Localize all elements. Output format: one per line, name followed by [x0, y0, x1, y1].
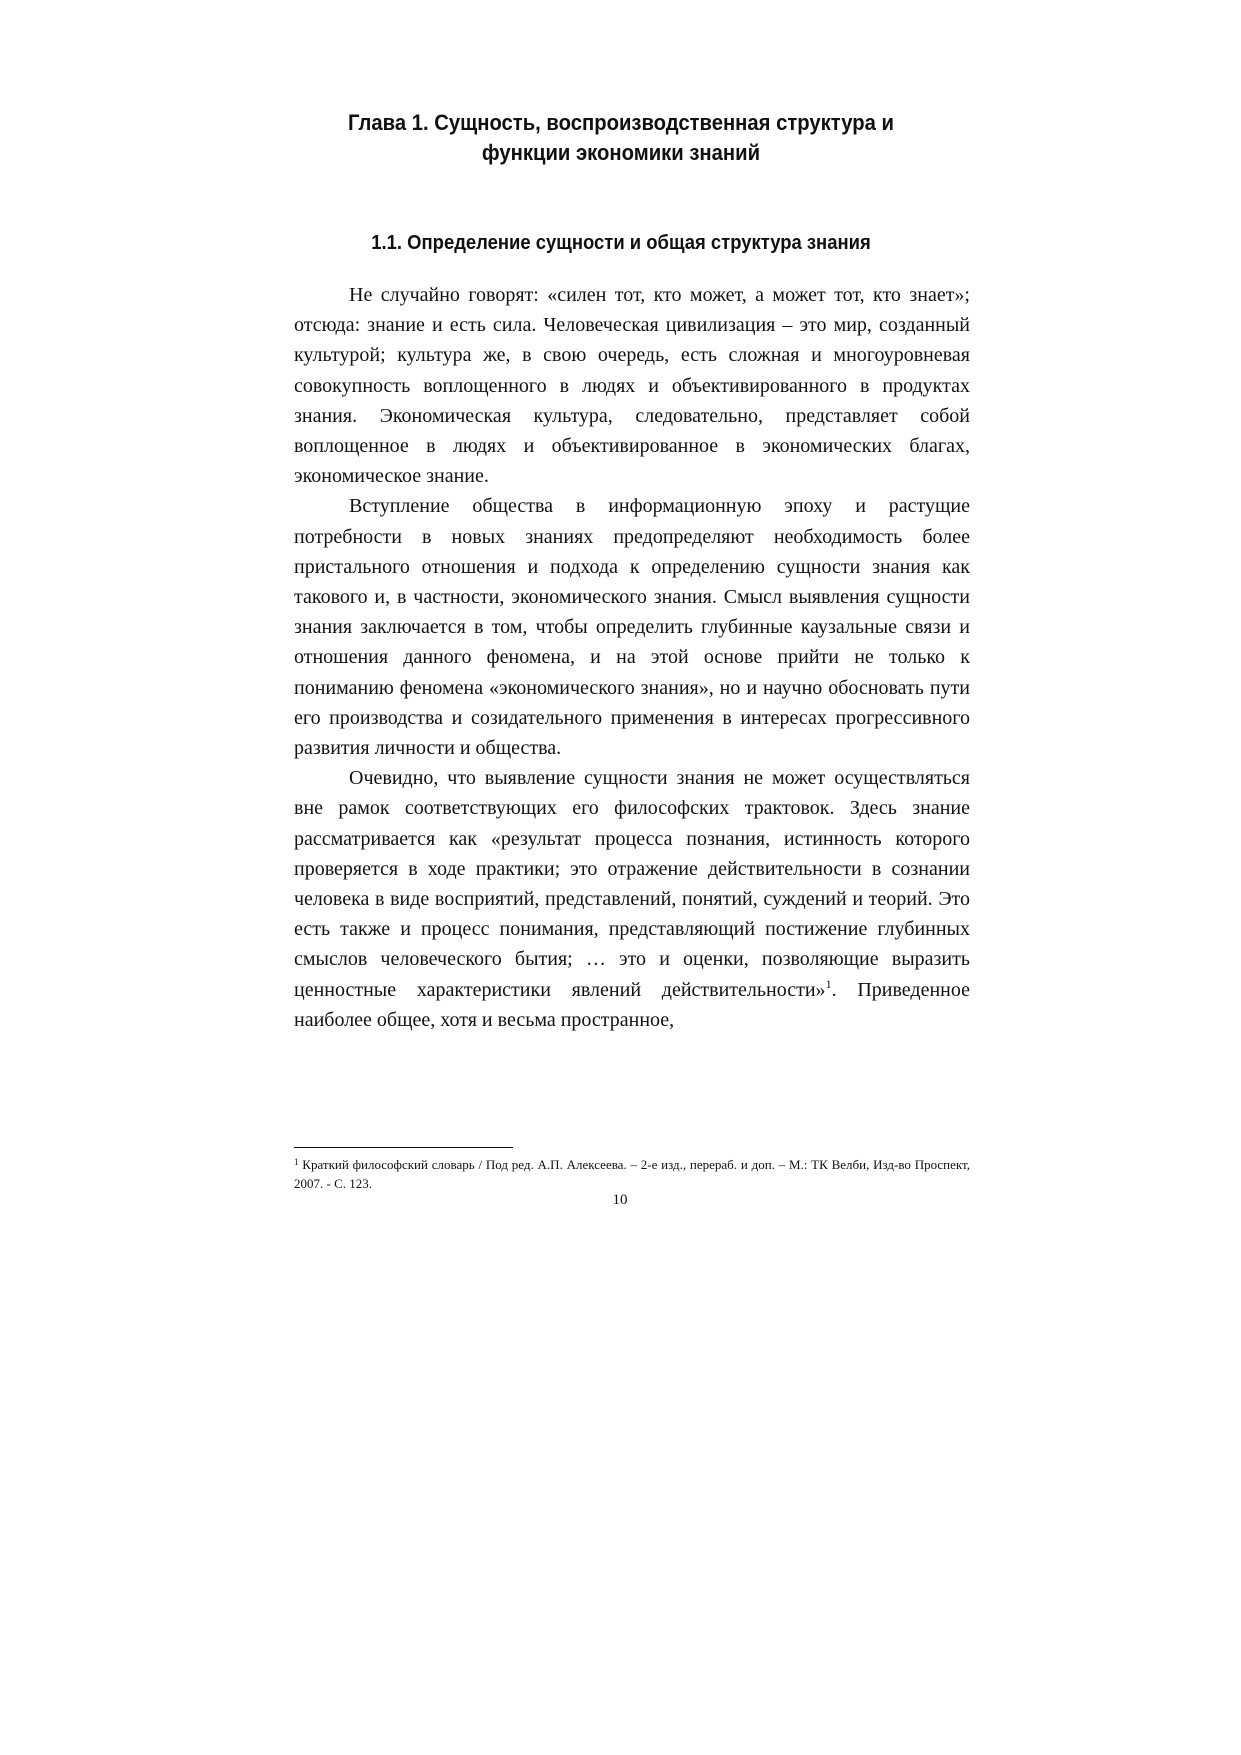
body-text: [294, 280, 970, 1035]
paragraph-3: [294, 763, 970, 1035]
paragraph-3-continuation: . Приведенное наиболее общее, хотя и весьма пространное,: [294, 978, 971, 1031]
footnote-reference[interactable]: 1: [825, 976, 832, 991]
chapter-title: [327, 108, 916, 168]
footnote: [294, 1155, 970, 1193]
footnote-separator: [294, 1147, 513, 1148]
chapter-title-line-1: Глава 1. Сущность, воспроизводственная структура и: [348, 110, 894, 135]
page-number: 10: [612, 1192, 628, 1208]
paragraph-2: Вступление общества в информационную эпоху и растущие потребности в новых знаниях предопределяют необходимость более пристального отношения и подхода к определению сущности знания как такового и, в частности, экономического знания. Смысл выявления сущности знания заключается в том, чтобы определить глубинные каузальные связи и отношения данного феномена, и на этой основе прийти не только к пониманию феномена «экономического знания», но и научно обосновать пути его производства и созидательного применения в интересах прогрессивного развития личности и общества.: [294, 495, 970, 760]
paragraph-1: Не случайно говорят: «силен тот, кто может, а может тот, кто знает»; отсюда: знание и есть сила. Человеческая цивилизация – это мир, созданный культурой; культура же, в свою очередь, есть сложная и многоуровневая совокупность воплощенного в людях и объективированного в продуктах знания. Экономическая культура, следовательно, представляет собой воплощенное в людях и объективированное в экономических благах, экономическое знание.: [294, 284, 970, 488]
paragraph-3-text: Очевидно, что выявление сущности знания не может осуществляться вне рамок соответствующих его философских трактовок. Здесь знание рассматривается как «результат процесса познания, истинность которого проверяется в ходе практики; это отражение действительности в сознании человека в виде восприятий, представлений, понятий, суждений и теорий. Это есть также и процесс понимания, представляющий постижение глубинных смыслов человеческого бытия; … это и оценки, позволяющие выразить ценностные характеристики явлений действительности»: [294, 767, 970, 1001]
footnote-text: Краткий философский словарь / Под ред. А.П. Алексеева. – 2-е изд., перераб. и доп. – М.: ТК Велби, Изд-во Проспект, 2007. - С. 123.: [294, 1157, 970, 1191]
footnote-mark: 1: [294, 1157, 299, 1167]
section-title: 1.1. Определение сущности и общая структура знания: [371, 231, 871, 254]
chapter-title-line-2: функции экономики знаний: [481, 140, 761, 165]
